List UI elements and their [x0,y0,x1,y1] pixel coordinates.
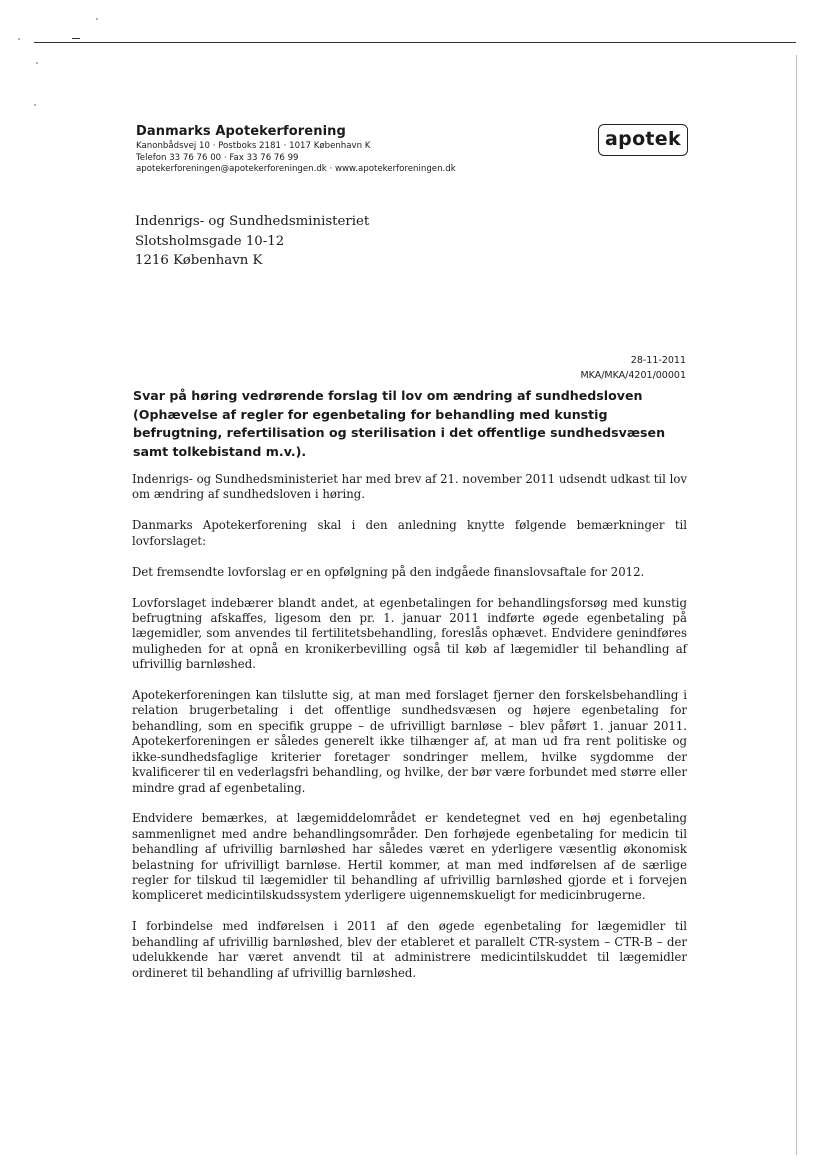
recipient-line: Slotsholmsgade 10-12 [135,233,285,249]
body-paragraph: Det fremsendte lovforslag er en opfølgning på den indgåede finanslovsaftale for 2012. [132,564,645,579]
apotek-logo: apotek [598,124,688,156]
sender-address: Kanonbådsvej 10 · Postboks 2181 · 1017 København K [136,141,371,151]
body-paragraph: I forbindelse med indførelsen i 2011 af den øgede egenbetaling for lægemidler til behandling af ufrivillig barnløshed, blev der etableret et parallelt CTR-system – CTR-B – der udelukkende har været anvendt til at administrere medicintilskuddet til lægemidler ordineret til behandling af ufrivillig barnløshed. [132,919,687,980]
sender-web: apotekerforeningen@apotekerforeningen.dk · www.apotekerforeningen.dk [136,164,456,174]
letter-body [132,472,687,996]
scan-speck [34,104,36,106]
top-rule-tick [72,38,80,39]
letter-reference: MKA/MKA/4201/00001 [580,369,686,381]
right-edge-line [796,55,797,1155]
scan-speck [36,62,38,64]
body-paragraph: Danmarks Apotekerforening skal i den anledning knytte følgende bemærkninger til lovforslaget: [132,518,687,548]
recipient-block [135,212,369,271]
meta-block [580,354,686,383]
sender-block [136,124,556,176]
letter-subject: Svar på høring vedrørende forslag til lov om ændring af sundhedsloven (Ophævelse af regler for egenbetaling for behandling med kunstig befrugtning, refertilisation og sterilisation i det offentlige sundhedsvæsen samt tolkebistand m.v.). [133,388,666,459]
body-paragraph: Indenrigs- og Sundhedsministeriet har med brev af 21. november 2011 udsendt udkast til lov om ændring af sundhedsloven i høring. [132,472,687,502]
sender-phone: Telefon 33 76 76 00 · Fax 33 76 76 99 [136,152,299,163]
body-paragraph: Apotekerforeningen kan tilslutte sig, at man med forslaget fjerner den forskelsbehandling i relation brugerbetaling i det offentlige sundhedsvæsen og højere egenbetaling for behandling, som en specifik gruppe – de ufrivilligt barnløse – blev påført 1. januar 2011. Apotekerforeningen er således generelt ikke tilhænger af, at man ud fra rent politiske og ikke-sundhedsfaglige kriterier foretager sondringer mellem, hvilke sygdomme der kvalificerer til en vederlagsfri behandling, og hvilke, der bør være forbundet med større eller mindre grad af egenbetaling. [132,688,687,795]
body-paragraph: Endvidere bemærkes, at lægemiddelområdet er kendetegnet ved en høj egenbetaling sammenlignet med andre behandlingsområder. Den forhøjede egenbetaling for medicin til behandling af ufrivillig barnløshed har således været en yderligere væsentlig økonomisk belastning for ufrivilligt barnløse. Hertil kommer, at man med indførelsen af de særlige regler for tilskud til lægemidler til behandling af ufrivillig barnløshed gjorde et i forvejen kompliceret medicintilskudssystem yderligere uigennemskueligt for medicinbrugerne. [132,811,687,903]
sender-org-name: Danmarks Apotekerforening [136,124,346,139]
letter-date: 28-11-2011 [630,355,686,366]
top-rule [34,42,796,43]
scan-speck [96,18,98,20]
body-paragraph: Lovforslaget indebærer blandt andet, at egenbetalingen for behandlingsforsøg med kunstig befrugtning afskaffes, ligesom den pr. 1. januar 2011 indførte øgede egenbetaling på lægemidler, som anvendes til fertilitetsbehandling, foreslås ophævet. Endvidere genindføres muligheden for at opnå en kronikerbevilling også til køb af lægemidler til behandling af ufrivillig barnløshed. [132,595,687,672]
recipient-line: Indenrigs- og Sundhedsministeriet [135,214,370,229]
recipient-line: 1216 København K [135,253,263,268]
scan-speck [18,38,20,40]
